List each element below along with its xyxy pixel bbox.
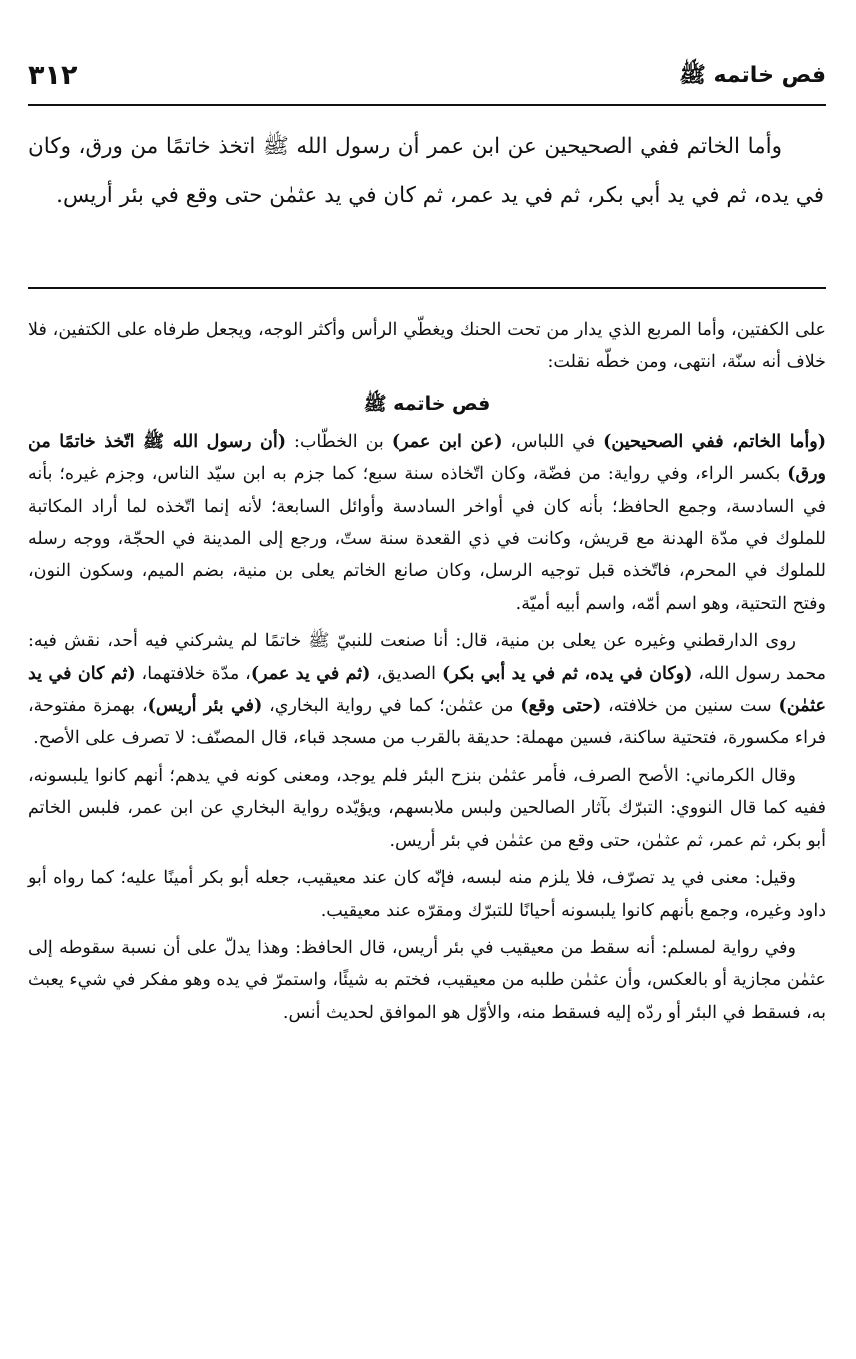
quoted-text: (أن رسول الله ﷺ اتّخذ خاتمًا من ورق) <box>28 431 826 485</box>
running-title: فص خاتمه ﷺ <box>679 63 826 88</box>
section-heading: فص خاتمه ﷺ <box>363 392 491 415</box>
page-number: ٣١٢ <box>28 60 78 91</box>
header-divider <box>28 104 826 106</box>
commentary-text: ، بهمزة مفتوحة، فراء مكسورة، فتحتية ساكنة، فسين مهملة: حديقة بالقرب من مسجد قباء، قال المصنّف: لا تصرف على الأصح. <box>28 696 826 749</box>
quoted-text: (وأما الخاتم، ففي الصحيحين) <box>603 431 826 452</box>
commentary-text: في اللباس، <box>502 431 604 452</box>
quoted-text: (ثم كان في يد عثمٰن) <box>28 663 826 717</box>
commentary-text: بكسر الراء، وفي رواية: من فضّة، وكان اتّخاذه سنة سبع؛ كما جزم به ابن سيّد الناس، وجزم غيره؛ بأنه في السادسة، وجمع الحافظ؛ بأنه كان في أواخر السادسة وأوائل السابعة؛ لأنه إنما اتّخذه لما أراد المكاتبة للملوك في مدّة الهدنة مع قريش، وكانت في ذي القعدة سنة ستّ، ورجع إلى المدينة في الحجّة، ووجه رسله للملوك في المحرم، فاتّخذه قبل توجيه الرسل، وكان صانع الخاتم يعلى بن منية، بضم الميم، وسكون النون، وفتح التحتية، وهو اسم أمّه، واسم أبيه أميّة. <box>28 464 826 614</box>
quoted-text: (وكان في يده، ثم في يد أبي بكر) <box>441 663 693 684</box>
commentary-paragraph-6: وفي رواية لمسلم: أنه سقط من معيقيب في بئر أريس، قال الحافظ: وهذا يدلّ على أن نسبة سقوطه إلى عثمٰن مجازية أو بالعكس، وأن عثمٰن طلبه من معيقيب، فختم به شيئًا، واستمرّ في يده وهو مفكر في شيء يعبث به، فسقط في البئر أو ردّه إليه فسقط منه، والأوّل هو الموافق لحديث أنس. <box>28 937 826 1023</box>
quoted-text: (ثم في يد عمر) <box>250 663 371 684</box>
commentary-paragraph-2 <box>28 426 826 620</box>
commentary-text: روى الدارقطني وغيره عن يعلى بن منية، قال: أنا صنعت للنبيّ ﷺ خاتمًا لم يشركني فيه أحد، نقش فيه: محمد رسول الله، <box>28 631 827 684</box>
commentary-text: من عثمٰن؛ كما في رواية البخاري، <box>262 696 521 717</box>
hadith-text: وأما الخاتم ففي الصحيحين عن ابن عمر أن رسول الله ﷺ اتخذ خاتمًا من ورق، وكان في يده، ثم في يد أبي بكر، ثم في يد عمر، ثم كان في يد عثمٰن حتى وقع في بئر أريس. <box>28 134 824 208</box>
commentary-text: بن الخطّاب: <box>286 431 392 452</box>
commentary <box>28 314 826 1034</box>
quoted-text: (في بئر أريس) <box>147 696 263 717</box>
commentary-text: الصديق، <box>370 663 442 684</box>
commentary-paragraph-1: على الكفتين، وأما المربع الذي يدار من تحت الحنك ويغطّي الرأس وأكثر الوجه، ويجعل طرفاه على الكتفين، فلا خلاف أنه سنّة، انتهى، ومن خطّه نقلت: <box>28 320 826 373</box>
commentary-text: ، مدّة خلافتهما، <box>135 663 251 684</box>
quoted-text: (عن ابن عمر) <box>391 431 503 452</box>
commentary-paragraph-4: وقال الكرماني: الأصح الصرف، فأمر عثمٰن بنزح البئر فلم يوجد، ومعنى كونه في يدهم؛ أنهم كانوا يلبسونه، ففيه كما قال النووي: التبرّك بآثار الصالحين ولبس ملابسهم، ويؤيّده رواية البخاري عن ابن عمر، فلبس الخاتم أبو بكر، ثم عمر، ثم عثمٰن، حتى وقع من عثمٰن في بئر أريس. <box>28 765 826 851</box>
text-divider <box>28 287 826 289</box>
commentary-paragraph-5: وقيل: معنى في يد تصرّف، فلا يلزم منه لبسه، فإنّه كان عند معيقيب، جعله أبو بكر أمينًا عليه؛ كما رواه أبو داود وغيره، وجمع بأنهم كانوا يلبسونه أحيانًا للتبرّك ومقرّه عند معيقيب. <box>28 868 826 921</box>
running-header <box>28 58 826 98</box>
quoted-text: (حتى وقع) <box>520 696 602 717</box>
commentary-text: ست سنين من خلافته، <box>601 696 779 717</box>
commentary-paragraph-3 <box>28 625 826 755</box>
